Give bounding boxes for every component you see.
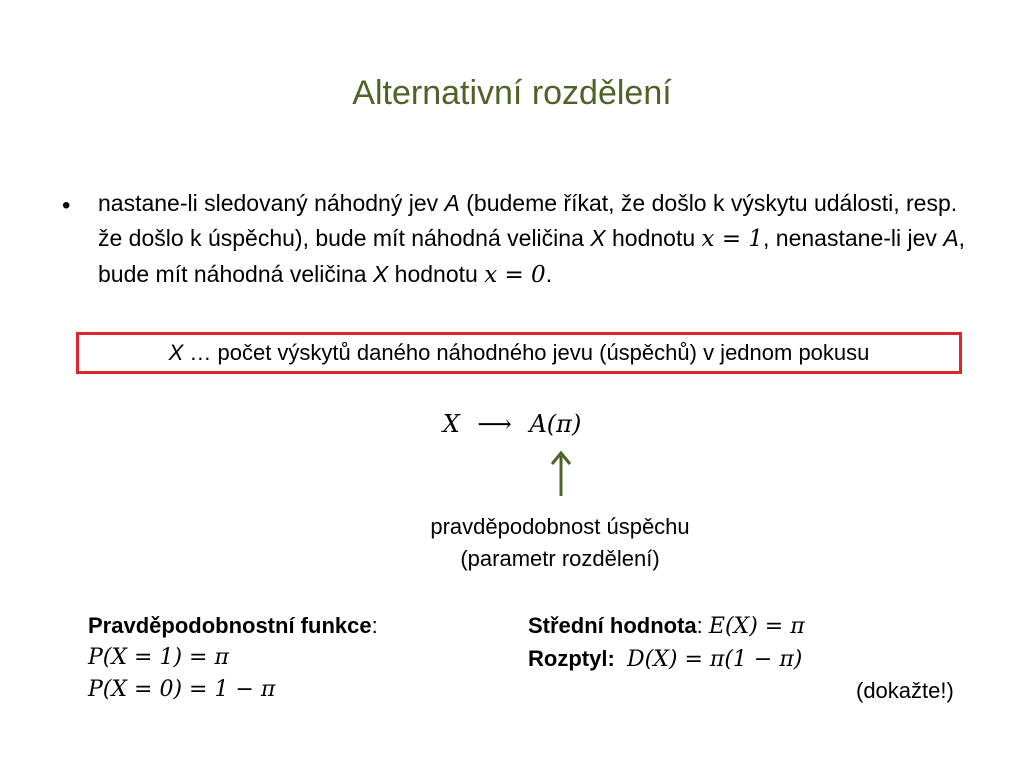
bullet-text-7: .: [545, 261, 553, 287]
caption-line-2: (parametr rozdělení): [460, 546, 660, 571]
variance-expression: D(X) = π(1 − π): [627, 647, 803, 672]
bullet-text-5: , bude mít náhodná veličina: [98, 225, 966, 287]
mean-expression: E(X) = π: [708, 614, 805, 639]
prove-note: (dokažte!): [856, 678, 954, 703]
slide-title: Alternativní rozdělení: [352, 74, 672, 112]
caption-line-1: pravděpodobnost úspěchu: [430, 514, 690, 539]
definition-box: [76, 332, 962, 374]
bullet-text-1: nastane-li sledovaný náhodný jev: [98, 190, 445, 216]
definition-text: … počet výskytů daného náhodného jevu (úspěchů) v jednom pokusu: [183, 340, 870, 365]
bullet-text-6: hodnotu: [388, 261, 485, 287]
pmf-heading: [88, 610, 378, 642]
moments-block: [528, 610, 805, 676]
variable-x-2: X: [372, 261, 389, 287]
mean-colon: :: [696, 613, 709, 638]
bullet-paragraph: [98, 186, 978, 293]
event-a: A: [444, 190, 460, 216]
pmf-colon: :: [371, 613, 378, 638]
pmf-label: Pravděpodobnostní funkce: [88, 613, 372, 638]
event-a-2: A: [943, 225, 959, 251]
distribution-notation: [0, 410, 1024, 438]
variance-row: [528, 643, 805, 676]
distribution-lhs: X: [442, 410, 460, 438]
equation-x-equals-1: x = 1: [701, 226, 764, 252]
up-arrow-icon: [548, 450, 574, 498]
bullet-text-3: hodnotu: [605, 225, 702, 251]
bullet-text-4: , nenastane-li jev: [763, 225, 944, 251]
parameter-caption: [330, 511, 790, 575]
definition-variable: X: [168, 340, 184, 365]
pmf-line-1: P(X = 1) = π: [88, 645, 229, 670]
distribution-arrow: ⟶: [477, 410, 512, 438]
bullet-marker: •: [62, 192, 71, 219]
bullet-text-2: (budeme říkat, že došlo k výskytu události, resp. že došlo k úspěchu), bude mít náhodná veličina: [98, 190, 958, 251]
mean-label: Střední hodnota: [528, 613, 697, 638]
variance-label: Rozptyl:: [528, 646, 615, 671]
pmf-block: [88, 610, 378, 706]
mean-row: [528, 610, 805, 643]
variable-x: X: [590, 225, 606, 251]
pmf-line-2: P(X = 0) = 1 − π: [88, 677, 276, 702]
distribution-rhs: A(π): [529, 410, 582, 438]
equation-x-equals-0: x = 0: [484, 262, 546, 288]
